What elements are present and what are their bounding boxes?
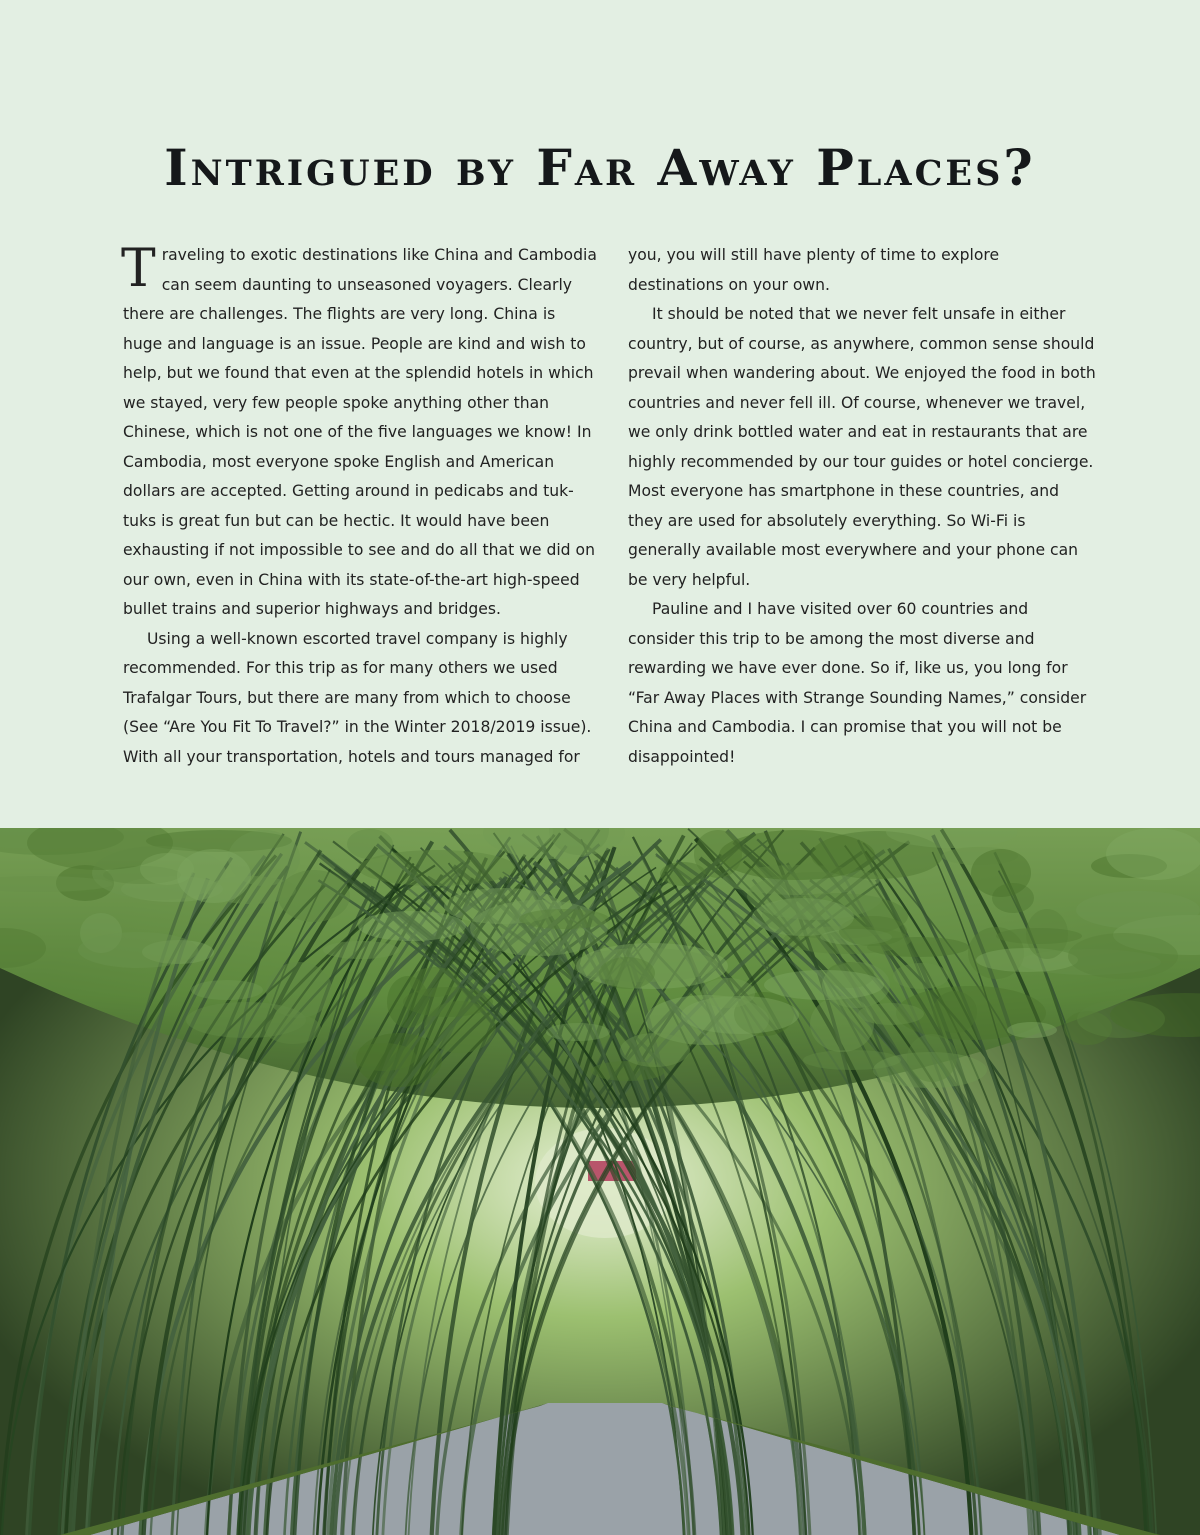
- paragraph-intro: [123, 241, 597, 625]
- page-title: Intrigued by Far Away Places?: [164, 138, 1036, 197]
- drop-cap: T: [121, 239, 156, 299]
- article-left-column: [123, 241, 597, 772]
- bamboo-tunnel-illustration: [0, 828, 1200, 1535]
- paragraph-continued: you, you will still have plenty of time to explore destinations on your own.: [628, 246, 1000, 294]
- bamboo-tunnel-photo: [0, 828, 1200, 1535]
- paragraph-travel-company: Using a well-known escorted travel company is highly recommended. For this trip as for many others we used Trafalgar Tours, but there are many from which to choose (See “Are You Fit To Travel?” in the Winter 2018/2019 issue). With all your transportation, hotels and tours managed for: [123, 629, 592, 766]
- paragraph-intro-text: raveling to exotic destinations like China and Cambodia can seem daunting to unseasoned voyagers. Clearly there are challenges. The flights are very long. China is huge and language is an issue. People are kind and wish to help, but we found that even at the splendid hotels in which we stayed, very few people spoke anything other than Chinese, which is not one of the five languages we know! In Cambodia, most everyone spoke English and American dollars are accepted. Getting around in pedicabs and tuk-tuks is great fun but can be hectic. It would have been exhausting if not impossible to see and do all that we did on our own, even in China with its state-of-the-art high-speed bullet trains and superior highways and bridges.: [123, 246, 597, 618]
- paragraph-safety: It should be noted that we never felt unsafe in either country, but of course, as anywhere, common sense should prevail when wandering about. We enjoyed the food in both countries and never fell ill. Of course, whenever we travel, we only drink bottled water and eat in restaurants that are highly recommended by our tour guides or hotel concierge. Most everyone has smartphone in these countries, and they are used for absolutely everything. So Wi-Fi is generally available most everywhere and your phone can be very helpful.: [628, 305, 1096, 589]
- paragraph-conclusion: Pauline and I have visited over 60 countries and consider this trip to be among the most diverse and rewarding we have ever done. So if, like us, you long for “Far Away Places with Strange Sounding Names,” consider China and Cambodia. I can promise that you will not be disappointed!: [628, 600, 1087, 766]
- article-right-column: [628, 241, 1098, 772]
